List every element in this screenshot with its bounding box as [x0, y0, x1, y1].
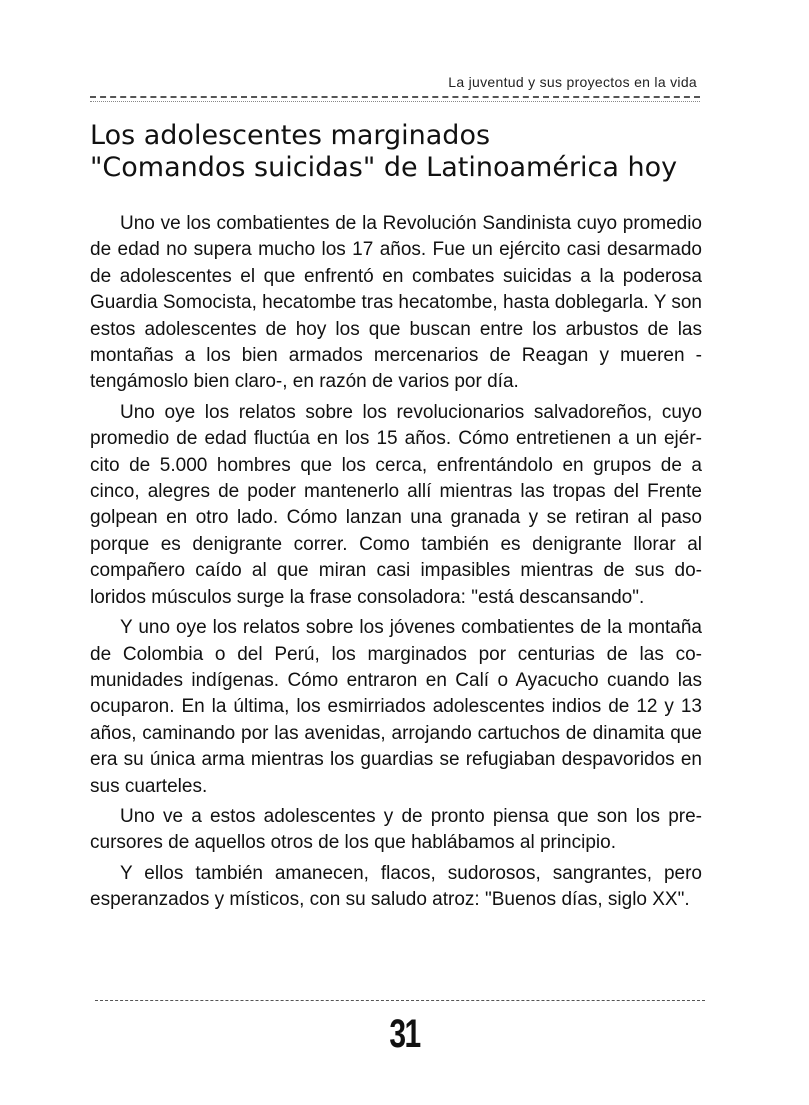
body-text	[90, 211, 702, 918]
chapter-title	[90, 120, 710, 184]
header-rule-secondary	[90, 101, 700, 102]
chapter-title-line-1: Los adolescentes marginados	[90, 120, 491, 151]
paragraph: Y ellos también amanecen, flacos, sudorosos, sangrantes, pero esperanzados y místicos, con su saludo atroz: "Buenos días, siglo XX".	[90, 862, 702, 911]
page-number: 31	[389, 1012, 420, 1056]
paragraph: Uno ve a estos adolescentes y de pronto piensa que son los precursores de aquellos otros de los que hablábamos al principio.	[90, 805, 702, 854]
footer-rule	[95, 1000, 705, 1001]
paragraph: Uno oye los relatos sobre los revolucionarios salvadoreños, cuyo promedio de edad fluctúa en los 15 años. Cómo entretienen a un ejército de 5.000 hombres que los cerca, enfrentándolo en grupos de a cinco, alegres de poder mantenerlo allí mientras las tropas del Frente golpean en otro lado. Cómo lanzan una granada y se retiran al paso porque es denigrante correr. Como también es denigrante llorar al compañero caído al que miran casi impasibles mientras de sus doloridos músculos surge la frase consoladora: "está descansando".	[90, 401, 702, 608]
chapter-title-line-2: "Comandos suicidas" de Latinoamérica hoy	[90, 152, 678, 183]
header-rule	[90, 96, 700, 98]
running-header: La juventud y sus proyectos en la vida	[448, 74, 697, 90]
paragraph: Uno ve los combatientes de la Revolución Sandinista cuyo promedio de edad no supera mucho los 17 años. Fue un ejército casi desarmado de adolescentes el que enfrentó en combates suicidas a la poderosa Guardia Somocista, hecatombe tras hecatombe, hasta doblegarla. Y son estos adolescentes de hoy los que buscan entre los arbustos de las montañas a los bien armados mercenarios de Reagan y mueren -tengámoslo bien claro-, en razón de varios por día.	[90, 213, 702, 393]
paragraph: Y uno oye los relatos sobre los jóvenes combatientes de la montaña de Colombia o del Perú, los marginados por centurias de las comunidades indígenas. Cómo entraron en Calí o Ayacucho cuando las ocuparon. En la última, los esmirriados adolescentes indios de 12 y 13 años, caminando por las avenidas, arrojando cartuchos de dinamita que era su única arma mientras los guardias se refugiaban despavoridos en sus cuarteles.	[90, 617, 702, 797]
